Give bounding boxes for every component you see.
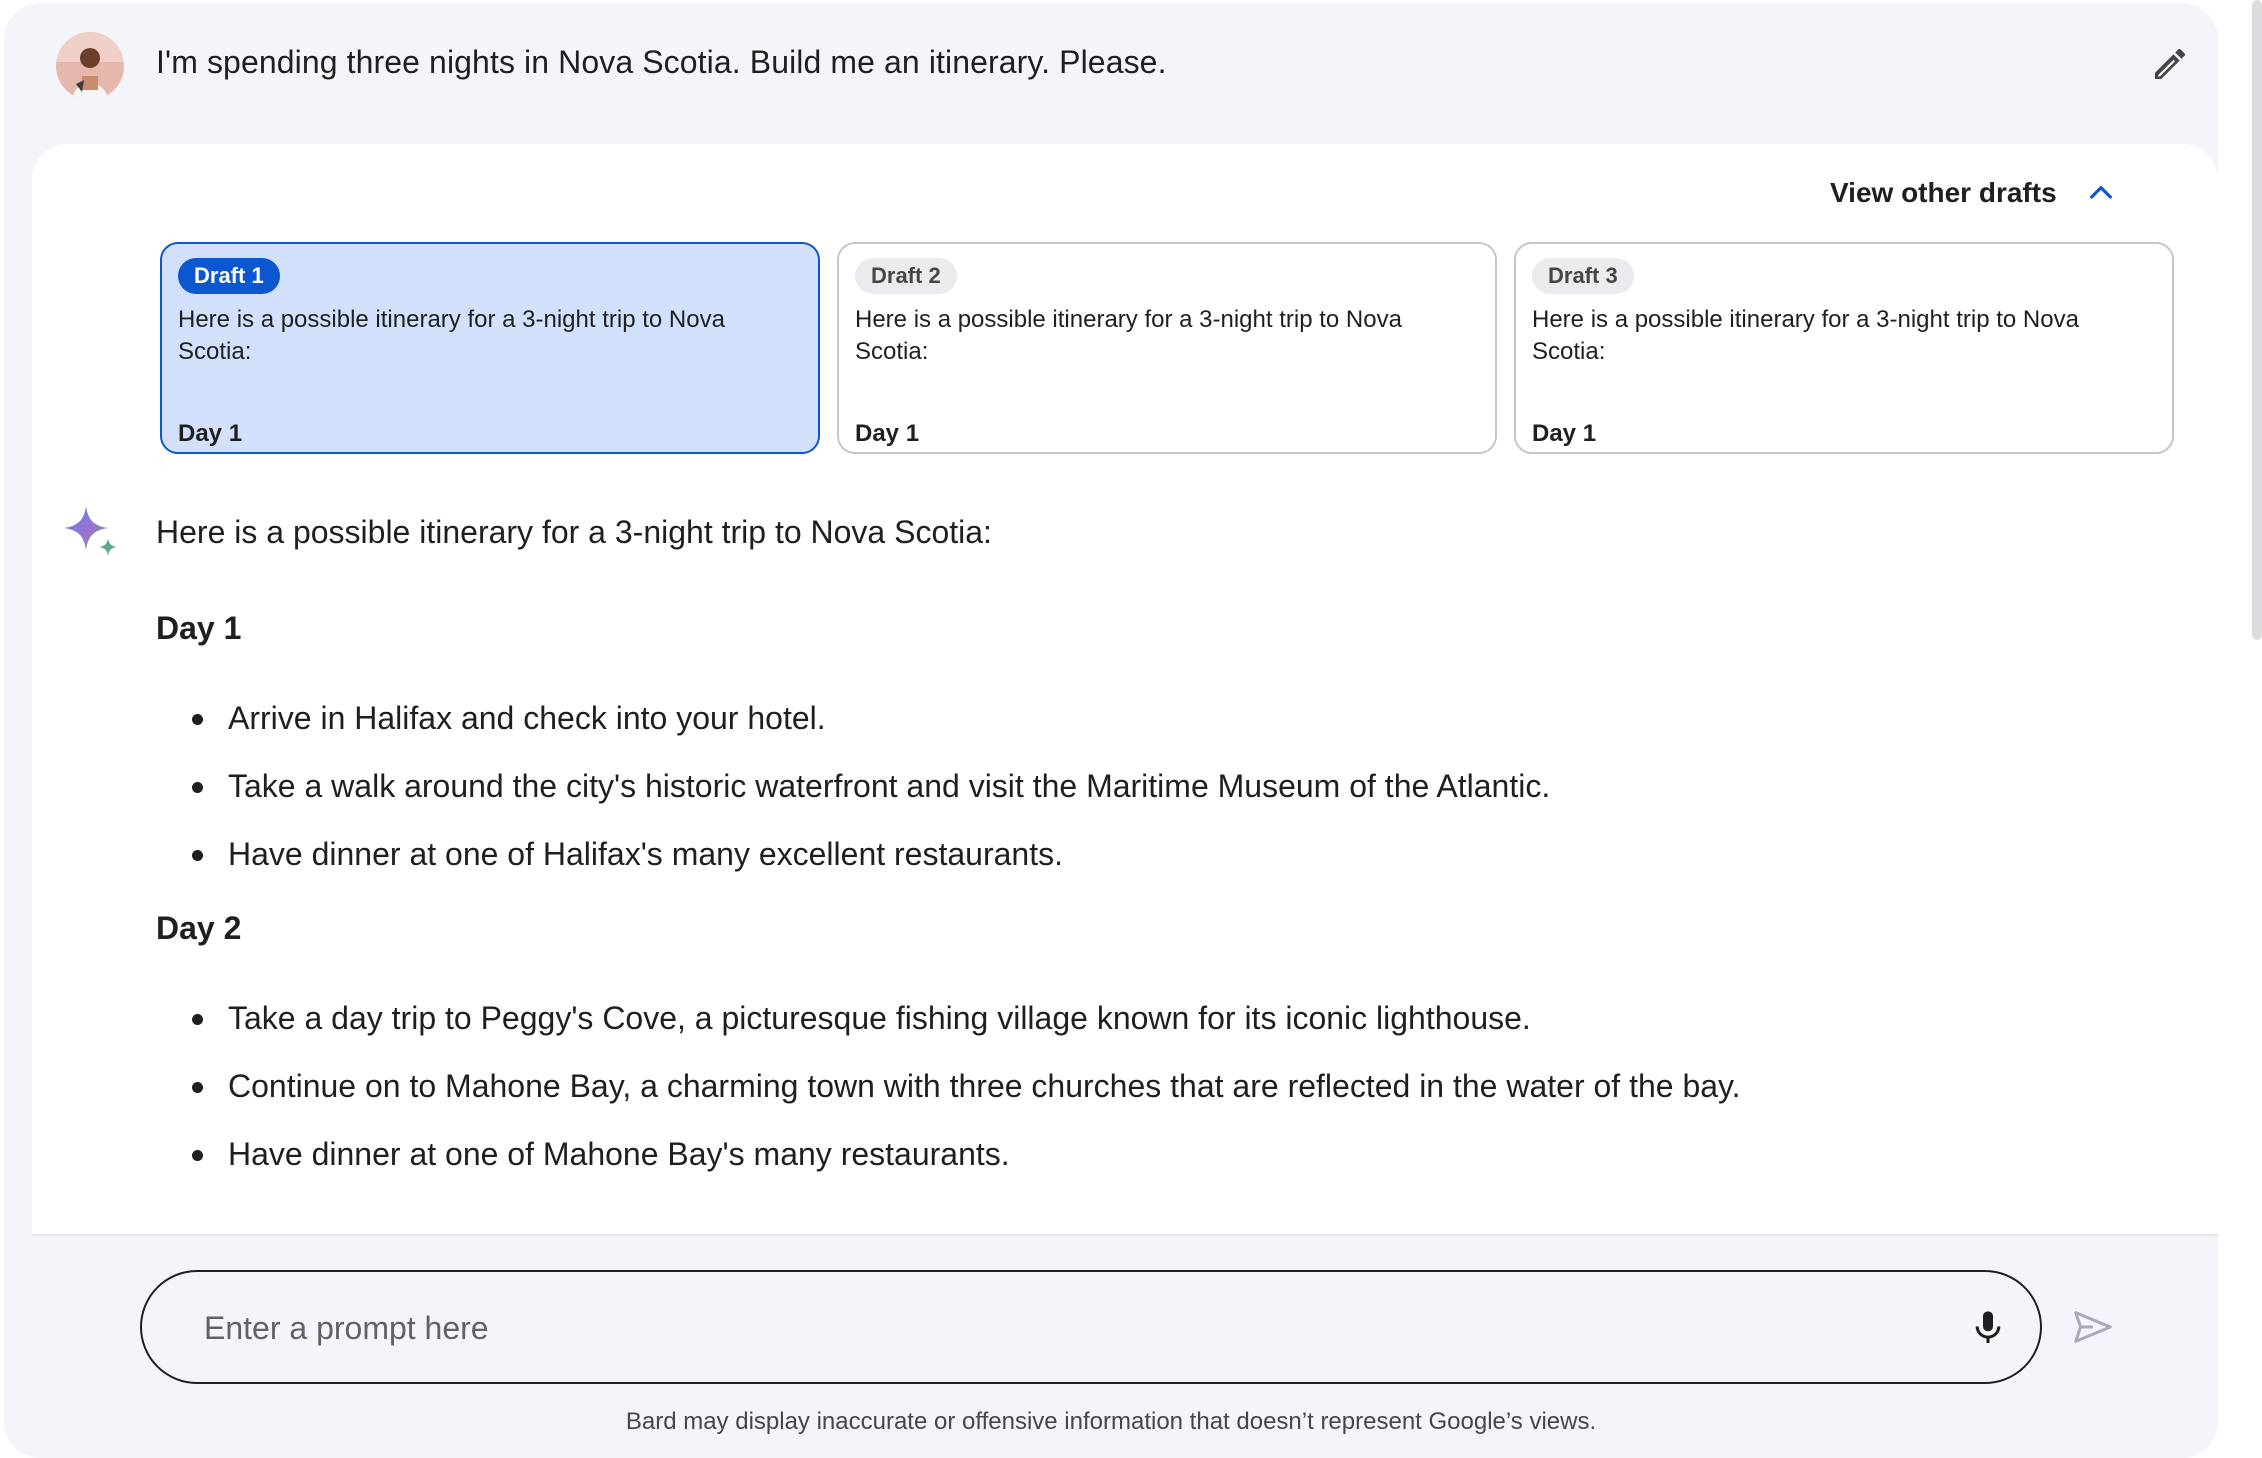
draft-day-label: Day 1 [178,420,243,447]
view-other-drafts-toggle[interactable] [1830,172,2119,214]
scroll-divider [32,1234,2218,1238]
drafts-row [160,242,2174,454]
list-item: Take a walk around the city's historic waterfront and visit the Maritime Museum of the Atlantic. [156,762,2116,810]
list-item: Take a day trip to Peggy's Cove, a picturesque fishing village known for its iconic lighthouse. [156,994,2116,1042]
draft-day-label: Day 1 [855,420,920,447]
bard-sparkle-icon [62,504,122,564]
view-other-drafts-label: View other drafts [1830,177,2057,208]
send-icon [2070,1304,2116,1350]
draft-badge: Draft 1 [178,258,280,294]
list-item: Have dinner at one of Mahone Bay's many restaurants. [156,1130,2116,1178]
draft-badge: Draft 2 [855,258,957,294]
draft-badge: Draft 3 [1532,258,1634,294]
draft-preview: Here is a possible itinerary for a 3-night trip to Nova Scotia: [855,306,1402,365]
draft-preview: Here is a possible itinerary for a 3-night trip to Nova Scotia: [1532,306,2079,365]
day-activity-list [156,694,2116,878]
list-item: Continue on to Mahone Bay, a charming town with three churches that are reflected in the water of the bay. [156,1062,2116,1110]
draft-card-3[interactable] [1514,242,2174,454]
chevron-up-icon [2083,175,2119,211]
list-item: Have dinner at one of Halifax's many excellent restaurants. [156,830,2116,878]
draft-card-1[interactable] [160,242,820,454]
microphone-icon [1968,1308,2008,1348]
day-heading: Day 1 [156,610,242,646]
edit-prompt-button[interactable] [2142,36,2198,92]
draft-day-label: Day 1 [1532,420,1597,447]
page-scrollbar[interactable] [2252,0,2262,640]
user-prompt-text: I'm spending three nights in Nova Scotia. Build me an itinerary. Please. [156,44,1167,80]
send-button[interactable] [2064,1298,2122,1356]
draft-preview: Here is a possible itinerary for a 3-night trip to Nova Scotia: [178,306,725,365]
day-activity-list [156,994,2116,1178]
pencil-icon [2150,44,2190,84]
disclaimer-text: Bard may display inaccurate or offensive information that doesn’t represent Google’s views. [625,1408,1597,1435]
response-body [156,508,2116,1232]
prompt-input[interactable] [204,1296,1884,1360]
day-heading: Day 2 [156,910,242,946]
list-item: Arrive in Halifax and check into your hotel. [156,694,2116,742]
user-avatar [56,32,124,100]
prompt-bar [140,1270,2042,1384]
microphone-button[interactable] [1960,1300,2016,1356]
response-intro: Here is a possible itinerary for a 3-night trip to Nova Scotia: [156,514,992,550]
draft-card-2[interactable] [837,242,1497,454]
